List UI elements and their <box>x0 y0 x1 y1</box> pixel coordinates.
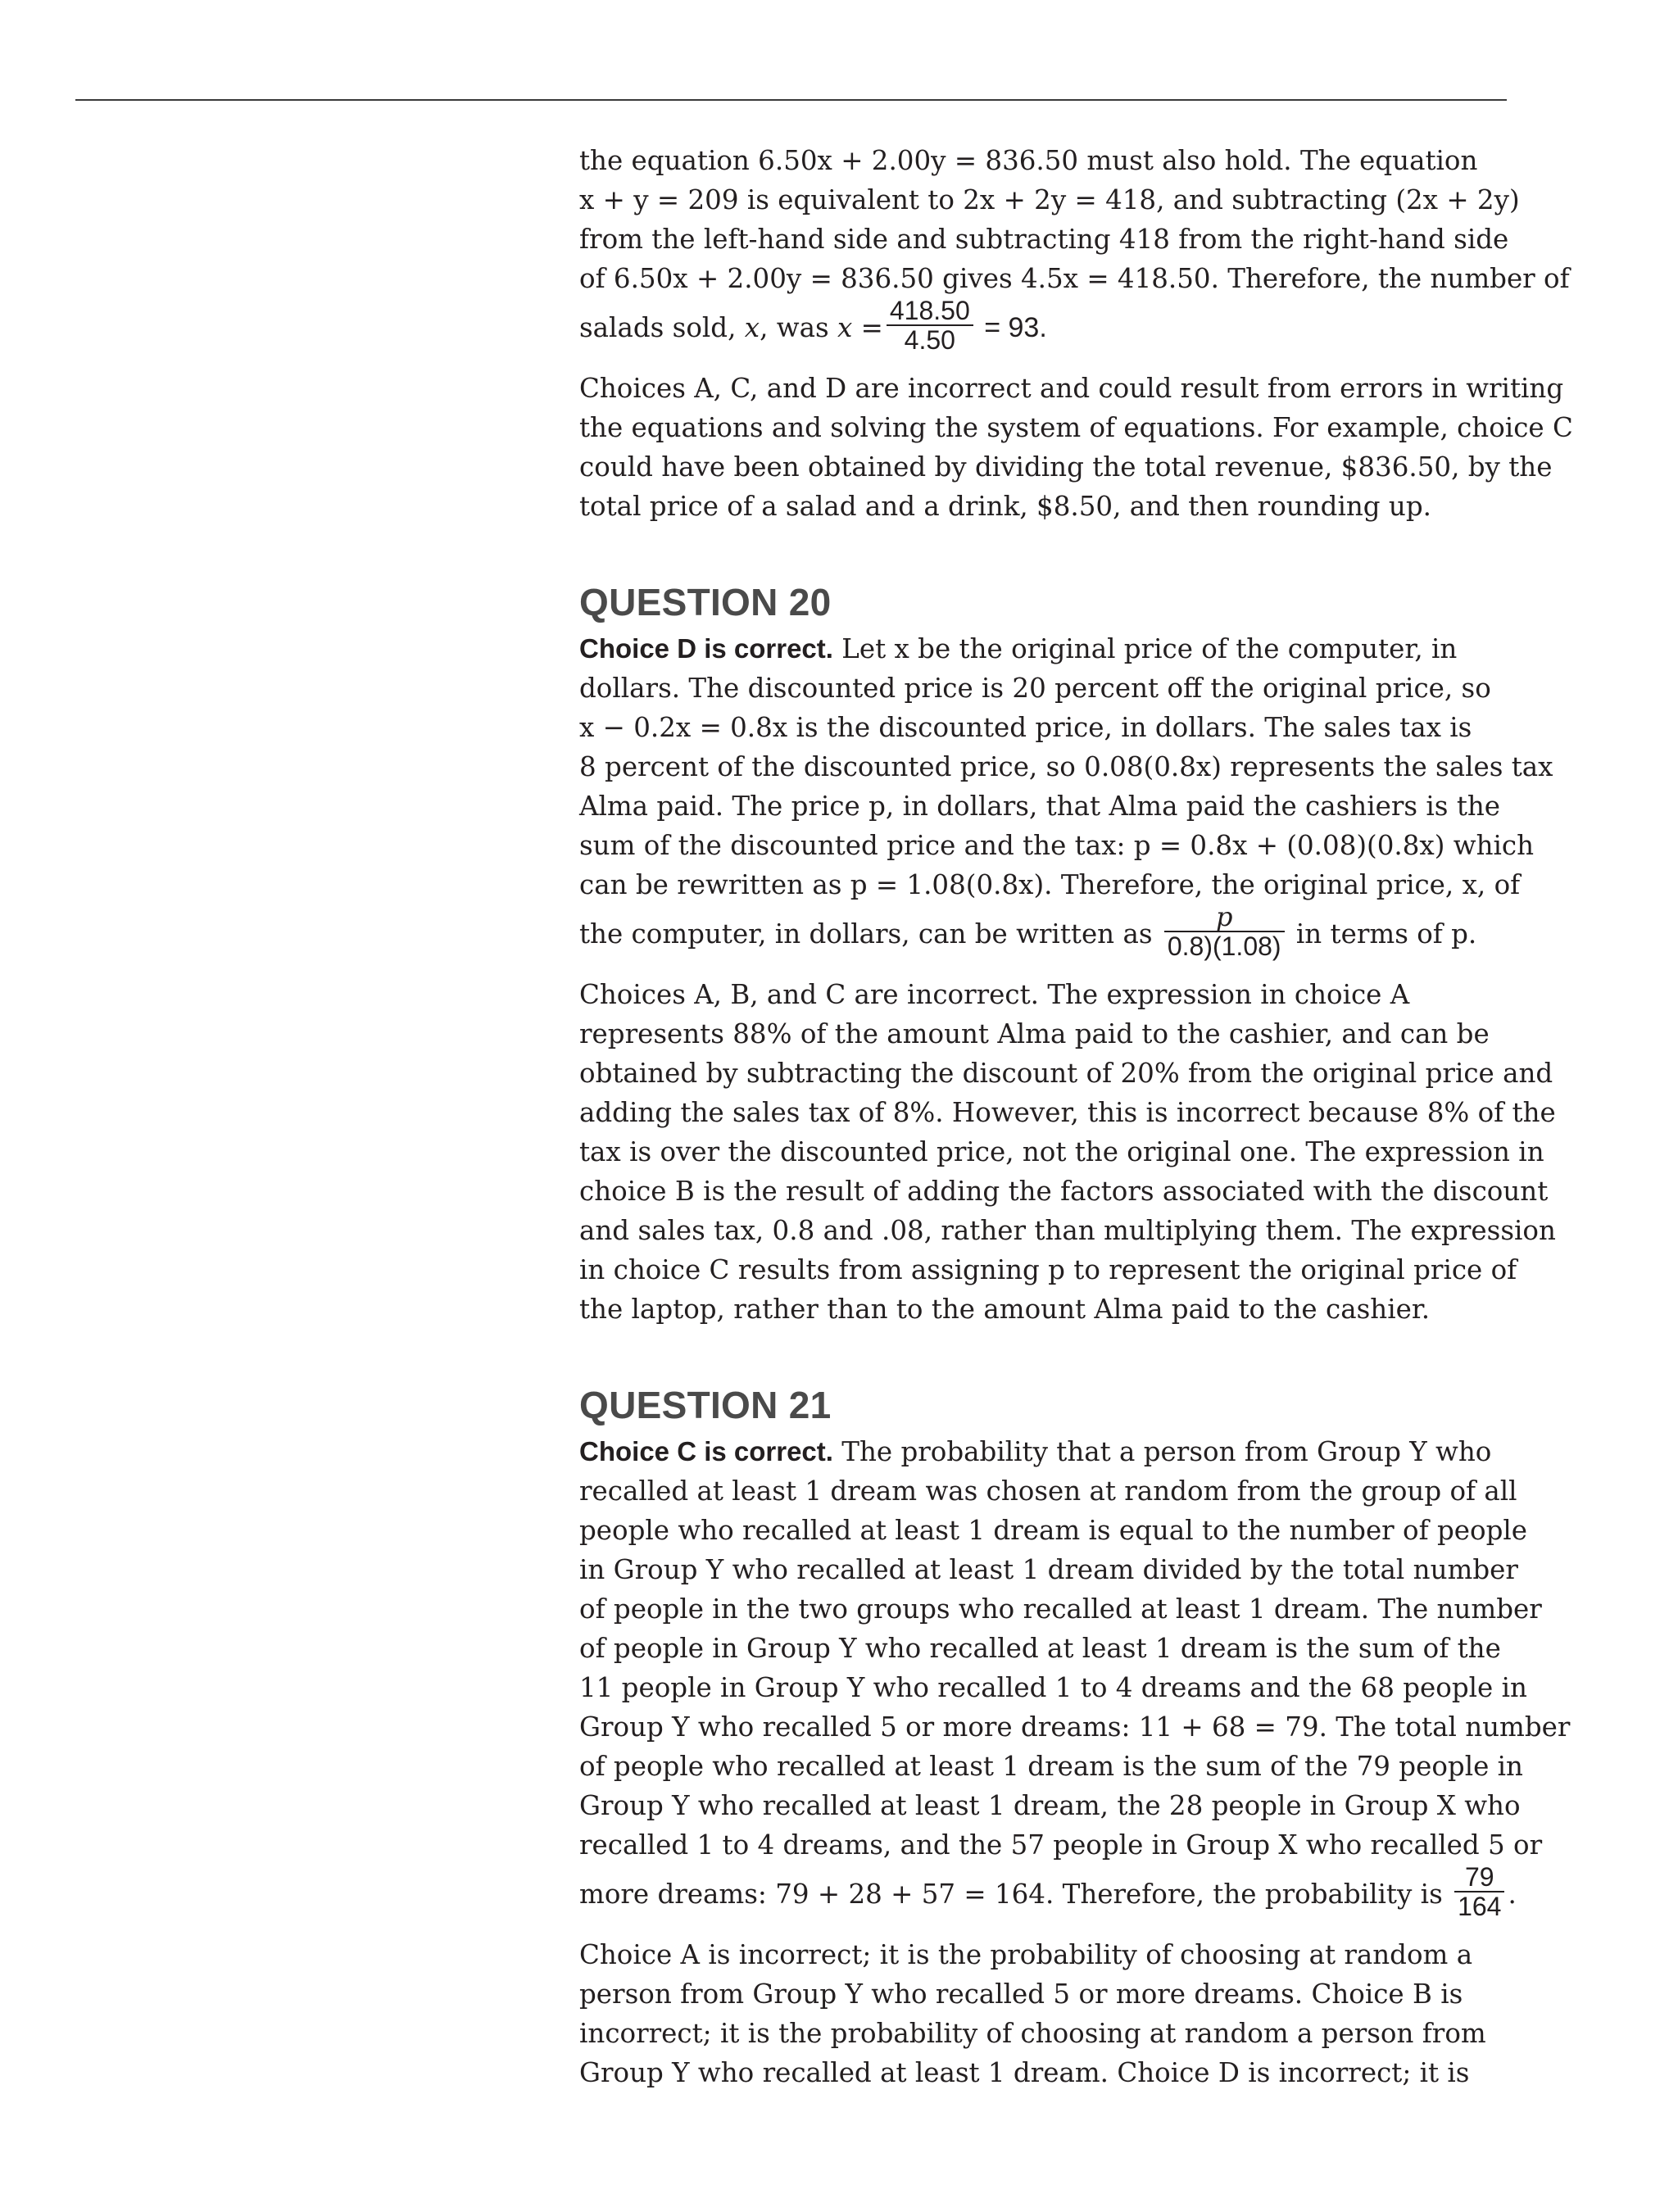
question-20-answer <box>579 629 1553 963</box>
content-column <box>579 141 1573 2092</box>
text-line: and sales tax, 0.8 and .08, rather than multiplying them. The expression <box>579 1215 1556 1246</box>
fraction-numerator: p <box>1164 903 1285 932</box>
text-line: can be rewritten as p = 1.08(0.8x). Therefore, the original price, x, of <box>579 869 1521 900</box>
text-line: the laptop, rather than to the amount Alma paid to the cashier. <box>579 1294 1431 1325</box>
text-line: in Group Y who recalled at least 1 dream divided by the total number <box>579 1554 1518 1585</box>
question-21-answer <box>579 1432 1571 1924</box>
text-line: Group Y who recalled 5 or more dreams: 11 + 68 = 79. The total number <box>579 1711 1571 1743</box>
text-line: Choice A is incorrect; it is the probability of choosing at random a <box>579 1939 1473 1970</box>
correct-choice-label: Choice C is correct. <box>579 1436 833 1466</box>
text-line: of 6.50x + 2.00y = 836.50 gives 4.5x = 418.50. Therefore, the number of <box>579 263 1570 294</box>
text-line: recalled at least 1 dream was chosen at random from the group of all <box>579 1475 1517 1507</box>
text-line: tax is over the discounted price, not the original one. The expression in <box>579 1136 1544 1167</box>
text-line: Choices A, C, and D are incorrect and could result from errors in writing <box>579 373 1564 404</box>
text-line: Alma paid. The price p, in dollars, that Alma paid the cashiers is the <box>579 791 1501 822</box>
text-line: could have been obtained by dividing the total revenue, $836.50, by the <box>579 451 1553 483</box>
text-line: person from Group Y who recalled 5 or more dreams. Choice B is <box>579 1979 1463 2010</box>
fraction <box>1164 900 1285 961</box>
text-line: x − 0.2x = 0.8x is the discounted price, in dollars. The sales tax is <box>579 712 1472 743</box>
fraction <box>1454 1863 1504 1920</box>
fraction-numerator: 79 <box>1454 1863 1504 1892</box>
text-line: of people in the two groups who recalled at least 1 dream. The number <box>579 1593 1542 1625</box>
text-line: Group Y who recalled at least 1 dream, the 28 people in Group X who <box>579 1790 1521 1821</box>
intro-explanation <box>579 369 1573 526</box>
fraction-denominator: 0.8)(1.08) <box>1167 931 1281 961</box>
text-line: Choice D is correct. Let x be the original price of the computer, in <box>579 633 1458 664</box>
fraction-denominator: 164 <box>1458 1891 1502 1921</box>
text-line-with-fraction: more dreams: 79 + 28 + 57 = 164. Therefore, the probability is $\frac{79}{164}$ . <box>579 1861 1517 1921</box>
text-line: Choices A, B, and C are incorrect. The expression in choice A <box>579 979 1410 1010</box>
text-line: of people in Group Y who recalled at least 1 dream is the sum of the <box>579 1633 1501 1664</box>
text-line: dollars. The discounted price is 20 percent off the original price, so <box>579 673 1491 704</box>
text-line: the equations and solving the system of equations. For example, choice C <box>579 412 1573 443</box>
fraction <box>887 297 973 354</box>
text-line-with-fraction: salads sold, x, was x = $\frac{418.50}{4.50}$ = 93. <box>579 295 1047 355</box>
question-21-explanation <box>579 1935 1522 2092</box>
text-line: 8 percent of the discounted price, so 0.08(0.8x) represents the sales tax <box>579 751 1553 782</box>
header-rule <box>75 99 1507 101</box>
fraction-numerator: 418.50 <box>887 297 973 326</box>
text-line: Group Y who recalled at least 1 dream. Choice D is incorrect; it is <box>579 2057 1470 2088</box>
text-line: of people who recalled at least 1 dream is the sum of the 79 people in <box>579 1751 1523 1782</box>
question-20-explanation <box>579 975 1556 1329</box>
text-line: sum of the discounted price and the tax: p = 0.8x + (0.08)(0.8x) which <box>579 830 1535 861</box>
text-line: people who recalled at least 1 dream is equal to the number of people <box>579 1515 1528 1546</box>
text-line: incorrect; it is the probability of choosing at random a person from <box>579 2018 1486 2049</box>
fraction-denominator: 4.50 <box>904 324 955 355</box>
text-line: obtained by subtracting the discount of 20% from the original price and <box>579 1058 1553 1089</box>
text-line: 11 people in Group Y who recalled 1 to 4 dreams and the 68 people in <box>579 1672 1527 1703</box>
text-line: the equation 6.50x + 2.00y = 836.50 must also hold. The equation <box>579 145 1478 176</box>
question-20-heading: QUESTION 20 <box>579 581 832 623</box>
text-line: choice B is the result of adding the factors associated with the discount <box>579 1176 1549 1207</box>
text-line: Choice C is correct. The probability that a person from Group Y who <box>579 1436 1492 1467</box>
text-line: from the left-hand side and subtracting 418 from the right-hand side <box>579 224 1509 255</box>
text-line: x + y = 209 is equivalent to 2x + 2y = 418, and subtracting (2x + 2y) <box>579 184 1520 215</box>
text-line: adding the sales tax of 8%. However, this is incorrect because 8% of the <box>579 1097 1556 1128</box>
text-line: in choice C results from assigning p to represent the original price of <box>579 1254 1517 1285</box>
text-line-with-fraction: the computer, in dollars, can be written as $\frac{p}{0.8)(1.08)}$ in terms of p. <box>579 900 1477 961</box>
question-21-heading: QUESTION 21 <box>579 1384 832 1426</box>
intro-paragraph <box>579 141 1570 357</box>
text-line: represents 88% of the amount Alma paid to the cashier, and can be <box>579 1018 1490 1049</box>
text-line: total price of a salad and a drink, $8.50, and then rounding up. <box>579 491 1431 522</box>
correct-choice-label: Choice D is correct. <box>579 633 833 664</box>
text-line: recalled 1 to 4 dreams, and the 57 people in Group X who recalled 5 or <box>579 1829 1543 1861</box>
